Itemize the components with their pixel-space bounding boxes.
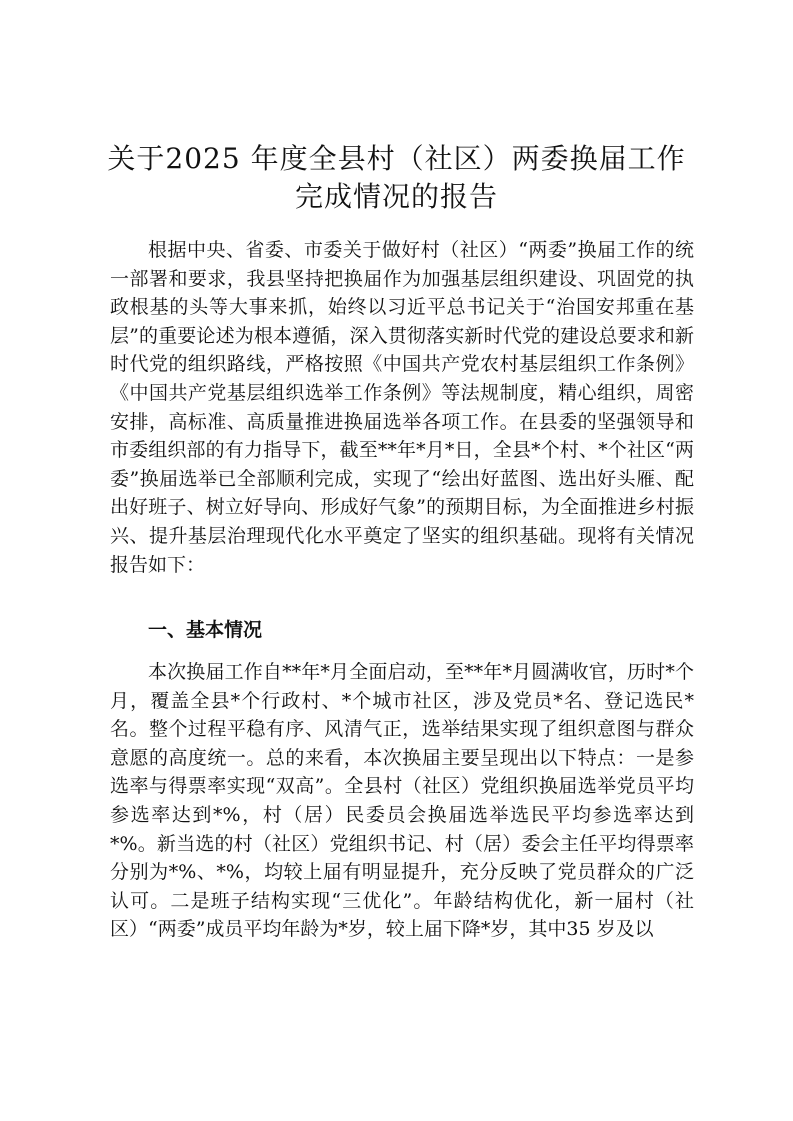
basic-situation-paragraph: 本次换届工作自**年*月全面启动，至**年*月圆满收官，历时*个月，覆盖全县*个行政村、*个城市社区，涉及党员*名、登记选民*名。整个过程平稳有序、风清气正，选举结果实现了组织意图与群众意愿的高度统一。总的来看，本次换届主要呈现出以下特点：一是参选率与得票率实现“双高”。全县村（社区）党组织换届选举党员平均参选率达到*%，村（居）民委员会换届选举选民平均参选率达到*%。新当选的村（社区）党组织书记、村（居）委会主任平均得票率分别为*%、*%，均较上届有明显提升，充分反映了党员群众的广泛认可。二是班子结构实现“三优化”。年龄结构优化，新一届村（社区）“两委”成员平均年龄为*岁，较上届下降*岁，其中35 岁及以 <box>110 661 694 941</box>
basic-situation-section <box>110 658 694 944</box>
section-heading-basic-situation: 一、基本情况 <box>148 619 263 641</box>
intro-section <box>110 236 694 579</box>
title-line-1: 关于2025 年度全县村（社区）两委换届工作 <box>107 142 686 175</box>
document-title <box>100 140 693 216</box>
title-line-2: 完成情况的报告 <box>294 180 498 213</box>
intro-paragraph: 根据中央、省委、市委关于做好村（社区）“两委”换届工作的统一部署和要求，我县坚持把换届作为加强基层组织建设、巩固党的执政根基的头等大事来抓，始终以习近平总书记关于“治国安邦重在基层”的重要论述为根本遵循，深入贯彻落实新时代党的建设总要求和新时代党的组织路线，严格按照《中国共产党农村基层组织工作条例》《中国共产党基层组织选举工作条例》等法规制度，精心组织，周密安排，高标准、高质量推进换届选举各项工作。在县委的坚强领导和市委组织部的有力指导下，截至**年*月*日，全县*个村、*个社区“两委”换届选举已全部顺利完成，实现了“绘出好蓝图、选出好头雁、配出好班子、树立好导向、形成好气象”的预期目标，为全面推进乡村振兴、提升基层治理现代化水平奠定了坚实的组织基础。现将有关情况报告如下： <box>110 239 694 576</box>
